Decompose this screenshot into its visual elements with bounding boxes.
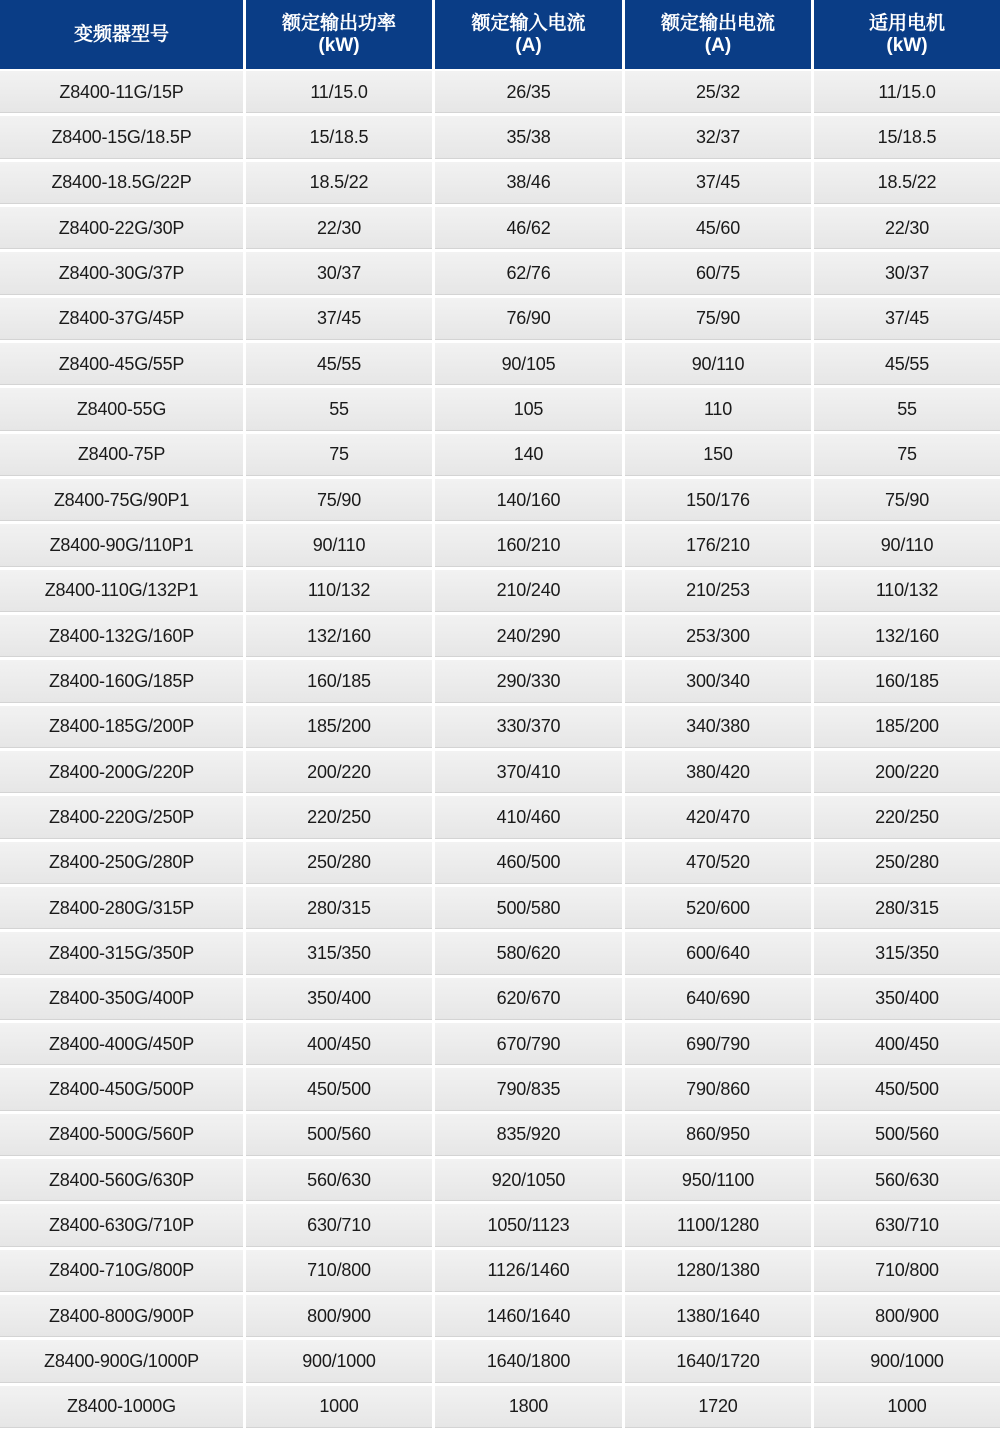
table-cell-rated-output-current: 210/253: [625, 570, 811, 615]
table-cell-rated-output-current: 790/860: [625, 1068, 811, 1113]
header-rated-input-current: [435, 0, 622, 71]
table-cell-rated-output-current: 110: [625, 388, 811, 433]
table-cell-rated-output-power: 200/220: [246, 751, 432, 796]
table-cell-rated-input-current: 500/580: [435, 887, 622, 932]
table-cell-rated-output-power: 250/280: [246, 842, 432, 887]
table-cell-rated-input-current: 160/210: [435, 524, 622, 569]
table-cell-model: Z8400-630G/710P: [0, 1204, 243, 1249]
table-cell-model: Z8400-800G/900P: [0, 1295, 243, 1340]
table-cell-rated-output-power: 18.5/22: [246, 162, 432, 207]
table-cell-rated-output-current: 300/340: [625, 660, 811, 705]
header-rated-output-power-label: 额定输出功率: [281, 12, 396, 34]
table-cell-model: Z8400-400G/450P: [0, 1023, 243, 1068]
table-cell-applicable-motor: 11/15.0: [814, 71, 1000, 116]
table-cell-model: Z8400-450G/500P: [0, 1068, 243, 1113]
table-cell-rated-output-power: 220/250: [246, 796, 432, 841]
table-cell-applicable-motor: 560/630: [814, 1159, 1000, 1204]
table-cell-model: Z8400-75P: [0, 434, 243, 479]
table-cell-model: Z8400-200G/220P: [0, 751, 243, 796]
table-cell-model: Z8400-132G/160P: [0, 615, 243, 660]
table-cell-rated-output-power: 800/900: [246, 1295, 432, 1340]
table-cell-model: Z8400-45G/55P: [0, 343, 243, 388]
table-cell-rated-output-power: 15/18.5: [246, 116, 432, 161]
table-cell-rated-output-current: 600/640: [625, 932, 811, 977]
table-cell-rated-input-current: 46/62: [435, 207, 622, 252]
table-cell-rated-input-current: 410/460: [435, 796, 622, 841]
table-cell-rated-output-current: 176/210: [625, 524, 811, 569]
table-cell-rated-output-current: 470/520: [625, 842, 811, 887]
table-cell-rated-input-current: 35/38: [435, 116, 622, 161]
table-cell-model: Z8400-500G/560P: [0, 1114, 243, 1159]
table-cell-rated-output-current: 860/950: [625, 1114, 811, 1159]
table-cell-model: Z8400-280G/315P: [0, 887, 243, 932]
table-cell-rated-output-current: 253/300: [625, 615, 811, 660]
table-cell-model: Z8400-18.5G/22P: [0, 162, 243, 207]
table-cell-rated-output-power: 160/185: [246, 660, 432, 705]
table-cell-rated-output-current: 1640/1720: [625, 1340, 811, 1385]
table-cell-rated-output-current: 37/45: [625, 162, 811, 207]
table-cell-model: Z8400-90G/110P1: [0, 524, 243, 569]
table-cell-rated-output-power: 37/45: [246, 298, 432, 343]
table-cell-applicable-motor: 132/160: [814, 615, 1000, 660]
table-cell-model: Z8400-11G/15P: [0, 71, 243, 116]
table-cell-rated-output-current: 1380/1640: [625, 1295, 811, 1340]
table-cell-rated-input-current: 26/35: [435, 71, 622, 116]
table-cell-applicable-motor: 185/200: [814, 706, 1000, 751]
table-cell-applicable-motor: 900/1000: [814, 1340, 1000, 1385]
table-cell-rated-output-current: 340/380: [625, 706, 811, 751]
table-cell-rated-output-current: 150/176: [625, 479, 811, 524]
table-cell-rated-output-power: 185/200: [246, 706, 432, 751]
table-cell-model: Z8400-900G/1000P: [0, 1340, 243, 1385]
table-cell-rated-input-current: 790/835: [435, 1068, 622, 1113]
table-cell-rated-output-power: 75: [246, 434, 432, 479]
table-cell-rated-output-power: 315/350: [246, 932, 432, 977]
table-cell-rated-input-current: 330/370: [435, 706, 622, 751]
header-rated-output-current: [625, 0, 811, 71]
table-cell-rated-output-current: 45/60: [625, 207, 811, 252]
table-cell-rated-output-current: 690/790: [625, 1023, 811, 1068]
table-cell-rated-output-power: 400/450: [246, 1023, 432, 1068]
table-cell-applicable-motor: 22/30: [814, 207, 1000, 252]
table-cell-rated-output-power: 30/37: [246, 252, 432, 297]
table-cell-rated-output-current: 25/32: [625, 71, 811, 116]
table-cell-model: Z8400-160G/185P: [0, 660, 243, 705]
table-cell-rated-output-power: 630/710: [246, 1204, 432, 1249]
table-cell-rated-output-power: 500/560: [246, 1114, 432, 1159]
table-cell-rated-output-power: 900/1000: [246, 1340, 432, 1385]
table-cell-rated-output-current: 150: [625, 434, 811, 479]
table-cell-model: Z8400-55G: [0, 388, 243, 433]
table-cell-rated-output-current: 380/420: [625, 751, 811, 796]
table-cell-rated-output-current: 640/690: [625, 978, 811, 1023]
table-cell-rated-input-current: 460/500: [435, 842, 622, 887]
table-cell-rated-output-power: 450/500: [246, 1068, 432, 1113]
table-cell-rated-output-current: 520/600: [625, 887, 811, 932]
table-cell-rated-input-current: 76/90: [435, 298, 622, 343]
table-cell-rated-input-current: 90/105: [435, 343, 622, 388]
table-cell-model: Z8400-37G/45P: [0, 298, 243, 343]
table-cell-applicable-motor: 45/55: [814, 343, 1000, 388]
header-rated-output-current-label: 额定输出电流: [660, 12, 775, 34]
table-cell-rated-input-current: 620/670: [435, 978, 622, 1023]
table-cell-rated-output-current: 1100/1280: [625, 1204, 811, 1249]
header-model: [0, 0, 243, 71]
header-applicable-motor-unit: (kW): [886, 34, 928, 56]
table-cell-applicable-motor: 90/110: [814, 524, 1000, 569]
table-cell-rated-output-current: 950/1100: [625, 1159, 811, 1204]
table-cell-applicable-motor: 350/400: [814, 978, 1000, 1023]
table-cell-rated-output-current: 90/110: [625, 343, 811, 388]
table-cell-rated-input-current: 580/620: [435, 932, 622, 977]
table-cell-rated-input-current: 240/290: [435, 615, 622, 660]
table-cell-rated-input-current: 670/790: [435, 1023, 622, 1068]
table-cell-rated-output-current: 420/470: [625, 796, 811, 841]
table-cell-rated-input-current: 62/76: [435, 252, 622, 297]
table-cell-applicable-motor: 1000: [814, 1386, 1000, 1431]
table-cell-rated-output-power: 350/400: [246, 978, 432, 1023]
table-cell-rated-output-power: 22/30: [246, 207, 432, 252]
table-cell-rated-output-current: 1720: [625, 1386, 811, 1431]
table-cell-applicable-motor: 200/220: [814, 751, 1000, 796]
table-cell-model: Z8400-22G/30P: [0, 207, 243, 252]
header-rated-output-current-unit: (A): [704, 34, 732, 56]
table-cell-rated-output-power: 132/160: [246, 615, 432, 660]
table-cell-rated-input-current: 105: [435, 388, 622, 433]
table-cell-rated-input-current: 140/160: [435, 479, 622, 524]
table-cell-applicable-motor: 30/37: [814, 252, 1000, 297]
table-cell-rated-output-current: 32/37: [625, 116, 811, 161]
header-rated-output-power-unit: (kW): [318, 34, 360, 56]
table-cell-applicable-motor: 630/710: [814, 1204, 1000, 1249]
table-cell-applicable-motor: 710/800: [814, 1250, 1000, 1295]
table-cell-model: Z8400-710G/800P: [0, 1250, 243, 1295]
table-cell-rated-input-current: 1050/1123: [435, 1204, 622, 1249]
table-cell-rated-input-current: 835/920: [435, 1114, 622, 1159]
table-cell-model: Z8400-560G/630P: [0, 1159, 243, 1204]
header-model-label: 变频器型号: [73, 23, 169, 45]
table-cell-rated-input-current: 370/410: [435, 751, 622, 796]
table-cell-applicable-motor: 18.5/22: [814, 162, 1000, 207]
table-cell-model: Z8400-315G/350P: [0, 932, 243, 977]
table-cell-applicable-motor: 15/18.5: [814, 116, 1000, 161]
table-cell-rated-output-power: 90/110: [246, 524, 432, 569]
table-cell-applicable-motor: 110/132: [814, 570, 1000, 615]
table-cell-applicable-motor: 450/500: [814, 1068, 1000, 1113]
table-cell-applicable-motor: 75: [814, 434, 1000, 479]
table-cell-applicable-motor: 55: [814, 388, 1000, 433]
table-cell-rated-output-power: 110/132: [246, 570, 432, 615]
table-cell-rated-output-current: 75/90: [625, 298, 811, 343]
table-cell-applicable-motor: 315/350: [814, 932, 1000, 977]
table-cell-model: Z8400-15G/18.5P: [0, 116, 243, 161]
table-cell-rated-output-current: 60/75: [625, 252, 811, 297]
table-cell-rated-input-current: 290/330: [435, 660, 622, 705]
table-cell-applicable-motor: 280/315: [814, 887, 1000, 932]
table-cell-rated-input-current: 1126/1460: [435, 1250, 622, 1295]
table-cell-rated-output-power: 55: [246, 388, 432, 433]
header-rated-input-current-unit: (A): [515, 34, 542, 56]
table-cell-rated-output-current: 1280/1380: [625, 1250, 811, 1295]
table-cell-model: Z8400-220G/250P: [0, 796, 243, 841]
table-cell-rated-input-current: 1640/1800: [435, 1340, 622, 1385]
table-cell-rated-output-power: 280/315: [246, 887, 432, 932]
table-cell-rated-input-current: 210/240: [435, 570, 622, 615]
table-cell-rated-input-current: 1800: [435, 1386, 622, 1431]
table-cell-rated-output-power: 710/800: [246, 1250, 432, 1295]
table-cell-applicable-motor: 500/560: [814, 1114, 1000, 1159]
table-cell-model: Z8400-110G/132P1: [0, 570, 243, 615]
table-cell-rated-output-power: 11/15.0: [246, 71, 432, 116]
table-cell-rated-output-power: 560/630: [246, 1159, 432, 1204]
table-cell-rated-input-current: 1460/1640: [435, 1295, 622, 1340]
table-cell-applicable-motor: 160/185: [814, 660, 1000, 705]
header-rated-output-power: [246, 0, 432, 71]
header-applicable-motor: [814, 0, 1000, 71]
table-cell-model: Z8400-250G/280P: [0, 842, 243, 887]
table-cell-rated-output-power: 75/90: [246, 479, 432, 524]
table-cell-applicable-motor: 250/280: [814, 842, 1000, 887]
table-cell-rated-input-current: 140: [435, 434, 622, 479]
table-cell-model: Z8400-30G/37P: [0, 252, 243, 297]
table-cell-rated-output-power: 45/55: [246, 343, 432, 388]
table-cell-model: Z8400-185G/200P: [0, 706, 243, 751]
table-cell-applicable-motor: 75/90: [814, 479, 1000, 524]
table-cell-model: Z8400-75G/90P1: [0, 479, 243, 524]
header-rated-input-current-label: 额定输入电流: [471, 12, 586, 34]
table-cell-rated-input-current: 38/46: [435, 162, 622, 207]
table-cell-applicable-motor: 800/900: [814, 1295, 1000, 1340]
table-cell-rated-input-current: 920/1050: [435, 1159, 622, 1204]
table-cell-model: Z8400-1000G: [0, 1386, 243, 1431]
table-cell-rated-output-power: 1000: [246, 1386, 432, 1431]
table-cell-applicable-motor: 220/250: [814, 796, 1000, 841]
table-cell-applicable-motor: 400/450: [814, 1023, 1000, 1068]
header-applicable-motor-label: 适用电机: [868, 12, 945, 34]
table-cell-model: Z8400-350G/400P: [0, 978, 243, 1023]
table-cell-applicable-motor: 37/45: [814, 298, 1000, 343]
